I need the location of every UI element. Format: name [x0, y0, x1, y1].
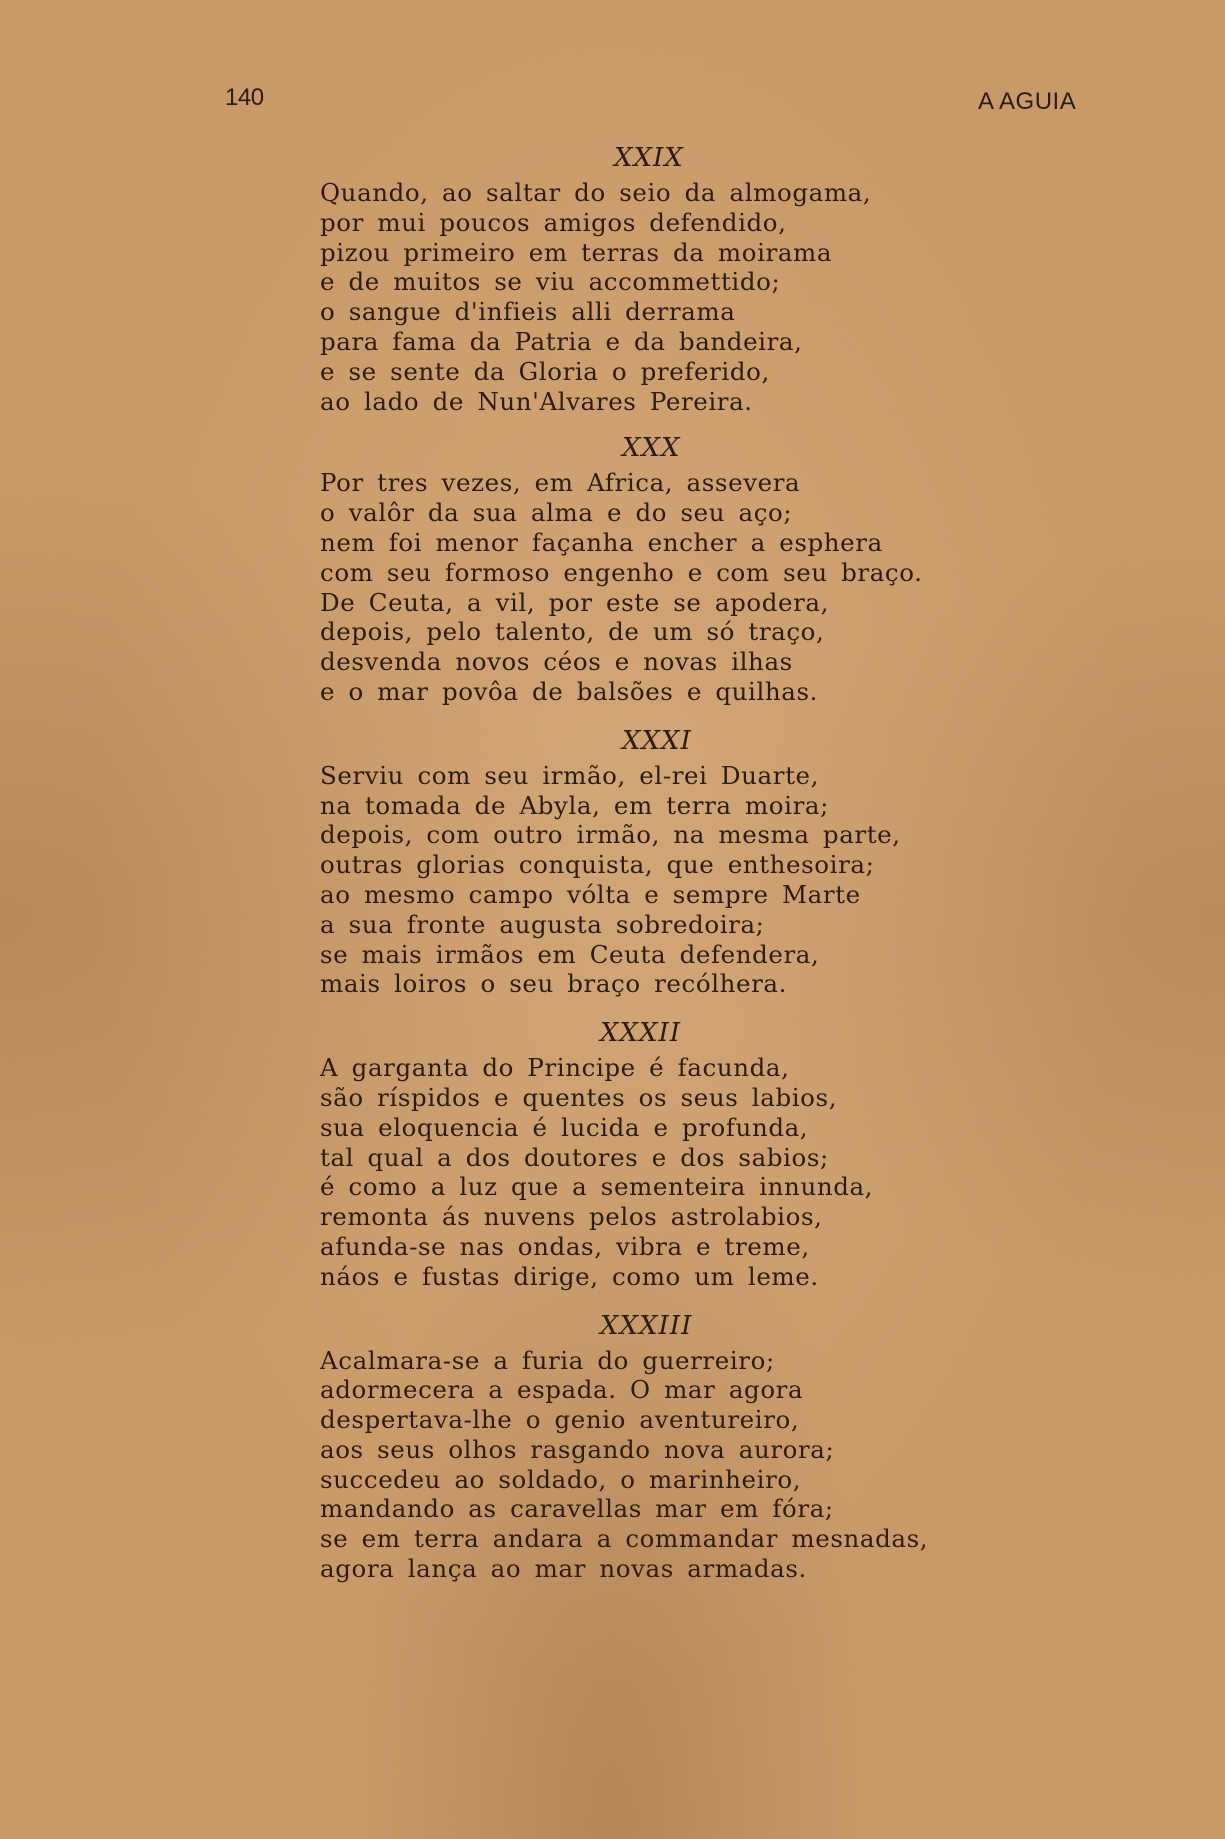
verse-line: despertava-lhe o genio aventureiro,	[320, 1405, 800, 1435]
verse-list	[320, 178, 940, 416]
stanza-xxx	[320, 428, 940, 706]
verse-line: náos e fustas dirige, como um leme.	[320, 1261, 819, 1291]
stanza-xxxii	[320, 1013, 940, 1291]
verse-list	[320, 1346, 940, 1584]
verse-line: na tomada de Abyla, em terra moira;	[320, 790, 829, 820]
verse-line: e se sente da Gloria o preferido,	[320, 356, 770, 386]
verse-line: o valôr da sua alma e do seu aço;	[320, 498, 793, 528]
stanza-number: XXXII	[600, 1018, 682, 1049]
verse-line: é como a luz que a sementeira innunda,	[320, 1172, 874, 1202]
verse-line: A garganta do Principe é facunda,	[320, 1053, 790, 1083]
verse-line: depois, com outro irmão, na mesma parte,	[320, 820, 901, 850]
verse-line: outras glorias conquista, que enthesoira;	[320, 850, 875, 880]
verse-line: por mui poucos amigos defendido,	[320, 207, 787, 237]
verse-line: desvenda novos céos e novas ilhas	[320, 647, 793, 677]
verse-line: Acalmara-se a furia do guerreiro;	[320, 1345, 775, 1375]
stanza-xxix	[320, 138, 940, 416]
verse-line: nem foi menor façanha encher a esphera	[320, 527, 883, 557]
verse-line: succedeu ao soldado, o marinheiro,	[320, 1464, 802, 1494]
verse-line: ao mesmo campo vólta e sempre Marte	[320, 879, 861, 909]
verse-line: tal qual a dos doutores e dos sabios;	[320, 1142, 829, 1172]
verse-line: mais loiros o seu braço recólhera.	[320, 969, 788, 999]
verse-line: depois, pelo talento, de um só traço,	[320, 617, 825, 647]
verse-list	[320, 468, 940, 706]
verse-line: aos seus olhos rasgando nova aurora;	[320, 1434, 835, 1464]
stanza-xxxi	[320, 721, 940, 999]
verse-line: se em terra andara a commandar mesnadas,	[320, 1524, 929, 1554]
verse-list	[320, 761, 940, 999]
verse-line: e de muitos se viu accommettido;	[320, 267, 781, 297]
verse-list	[320, 1053, 940, 1291]
verse-line: pizou primeiro em terras da moirama	[320, 237, 833, 267]
running-title: A AGUIA	[978, 88, 1077, 115]
verse-line: o sangue d'infieis alli derrama	[320, 297, 736, 327]
verse-line: remonta ás nuvens pelos astrolabios,	[320, 1202, 823, 1232]
verse-line: mandando as caravellas mar em fóra;	[320, 1494, 834, 1524]
stanza-number: XXX	[622, 433, 681, 464]
verse-line: com seu formoso engenho e com seu braço.	[320, 557, 923, 587]
verse-line: De Ceuta, a vil, por este se apodera,	[320, 587, 829, 617]
stanza-number: XXXI	[622, 725, 692, 756]
verse-line: Por tres vezes, em Africa, assevera	[320, 468, 801, 498]
verse-line: agora lança ao mar novas armadas.	[320, 1554, 807, 1584]
verse-line: Quando, ao saltar do seio da almogama,	[320, 178, 872, 207]
stanza-number: XXXIII	[600, 1310, 693, 1341]
stanza-xxxiii	[320, 1306, 940, 1584]
verse-line: adormecera a espada. O mar agora	[320, 1375, 804, 1405]
verse-line: afunda-se nas ondas, vibra e treme,	[320, 1231, 810, 1261]
verse-line: são ríspidos e quentes os seus labios,	[320, 1082, 838, 1112]
page-number: 140	[225, 84, 264, 111]
verse-line: ao lado de Nun'Alvares Pereira.	[320, 386, 753, 416]
stanza-number: XXIX	[614, 143, 684, 173]
verse-line: e o mar povôa de balsões e quilhas.	[320, 676, 819, 706]
verse-line: se mais irmãos em Ceuta defendera,	[320, 939, 820, 969]
verse-line: Serviu com seu irmão, el-rei Duarte,	[320, 760, 820, 790]
verse-line: para fama da Patria e da bandeira,	[320, 326, 803, 356]
verse-line: a sua fronte augusta sobredoira;	[320, 909, 765, 939]
poem-column	[320, 138, 940, 1584]
verse-line: sua eloquencia é lucida e profunda,	[320, 1112, 809, 1142]
